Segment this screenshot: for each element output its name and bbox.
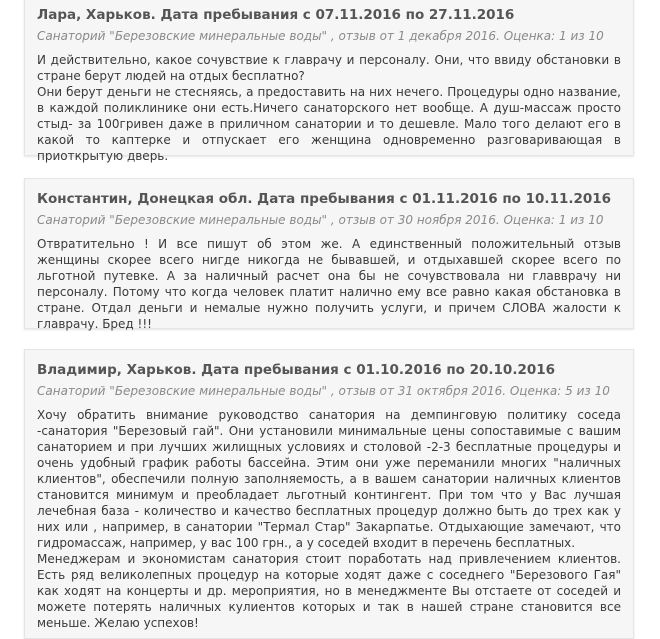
review-card — [24, 349, 634, 639]
review-author-title: Лара, Харьков. Дата пребывания с 07.11.2016 по 27.11.2016 — [37, 7, 515, 23]
review-meta: Санаторий "Березовские минеральные воды" , отзыв от 30 ноября 2016. Оценка: 1 из 10 — [37, 213, 604, 227]
review-meta: Санаторий "Березовские минеральные воды" , отзыв от 1 декабря 2016. Оценка: 1 из 10 — [37, 29, 604, 43]
review-text: И действительно, какое сочувствие к главрачу и персоналу. Они, что ввиду обстановки в стране берут людей на отдых бесплатно? Они берут деньги не стесняясь, а предоставить на них нечего. Процедуры одно название, в каждой поликлинике они есть.Ничего санаторского нет вообще. А душ-массаж просто стыд- за 100гривен даже в приличном санатории и то дешевле. Мало того делают его в какой то каптерке и отпускает его женщина одновременно разговаривающая в приоткрытую дверь. — [37, 53, 621, 163]
review-meta: Санаторий "Березовские минеральные воды" , отзыв от 31 октября 2016. Оценка: 5 из 10 — [37, 384, 610, 398]
review-text: Отвратительно ! И все пишут об этом же. А единственный положительный отзыв женщины скорее всего нигде никогда не бывавшей, и отдыхавшей скорее всего по льготной путевке. А за наличный расчет она бы не сочувствовала ни главврачу ни персоналу. Потому что когда человек платит налично ему все равно какая обстановка в стране. Отдал деньги и немалые нужно получить услуги, и причем СЛОВА жалости к главрачу. Бред !!! — [37, 237, 621, 331]
review-text: Хочу обратить внимание руководство санатория на демпинговую политику соседа -санатория "Березовый гай". Они установили минимальные цены сопоставимые с вашим санаторием и при лучших жилищных условиях и столовой -2-3 бесплатные процедуры и очень удобный график работы бассейна. Этим они уже переманили многих "наличных клиентов", обеспечили полную заполняемость, а в вашем санатории наличных клиентов становится минимум и преобладает льготный контингент. При том что у Вас лучшая лечебная база - количество и качество бесплатных процедур должно быть до трех как у них или , например, в санатории "Термал Стар" Закарпатье. Отдыхающие замечают, что гидромассаж, например, у вас 100 грн., а у соседей входит в перечень бесплатных. Менеджерам и экономистам санатория стоит поработать над привлечением клиентов. Есть ряд великолепных процедур на которые ходят даже с соседнего "Березового Гая" как ходят на концерты и др. мероприятия, но в менеджменте Вы отстаете от соседей и можете потерять наличных кулиентов которых и так в нашей стране становится все меньше. Желаю успехов! — [37, 408, 621, 630]
review-card — [24, 178, 634, 329]
review-card — [24, 0, 634, 163]
review-author-title: Константин, Донецкая обл. Дата пребывания с 01.11.2016 по 10.11.2016 — [37, 191, 612, 207]
review-author-title: Владимир, Харьков. Дата пребывания с 01.10.2016 по 20.10.2016 — [37, 362, 556, 378]
